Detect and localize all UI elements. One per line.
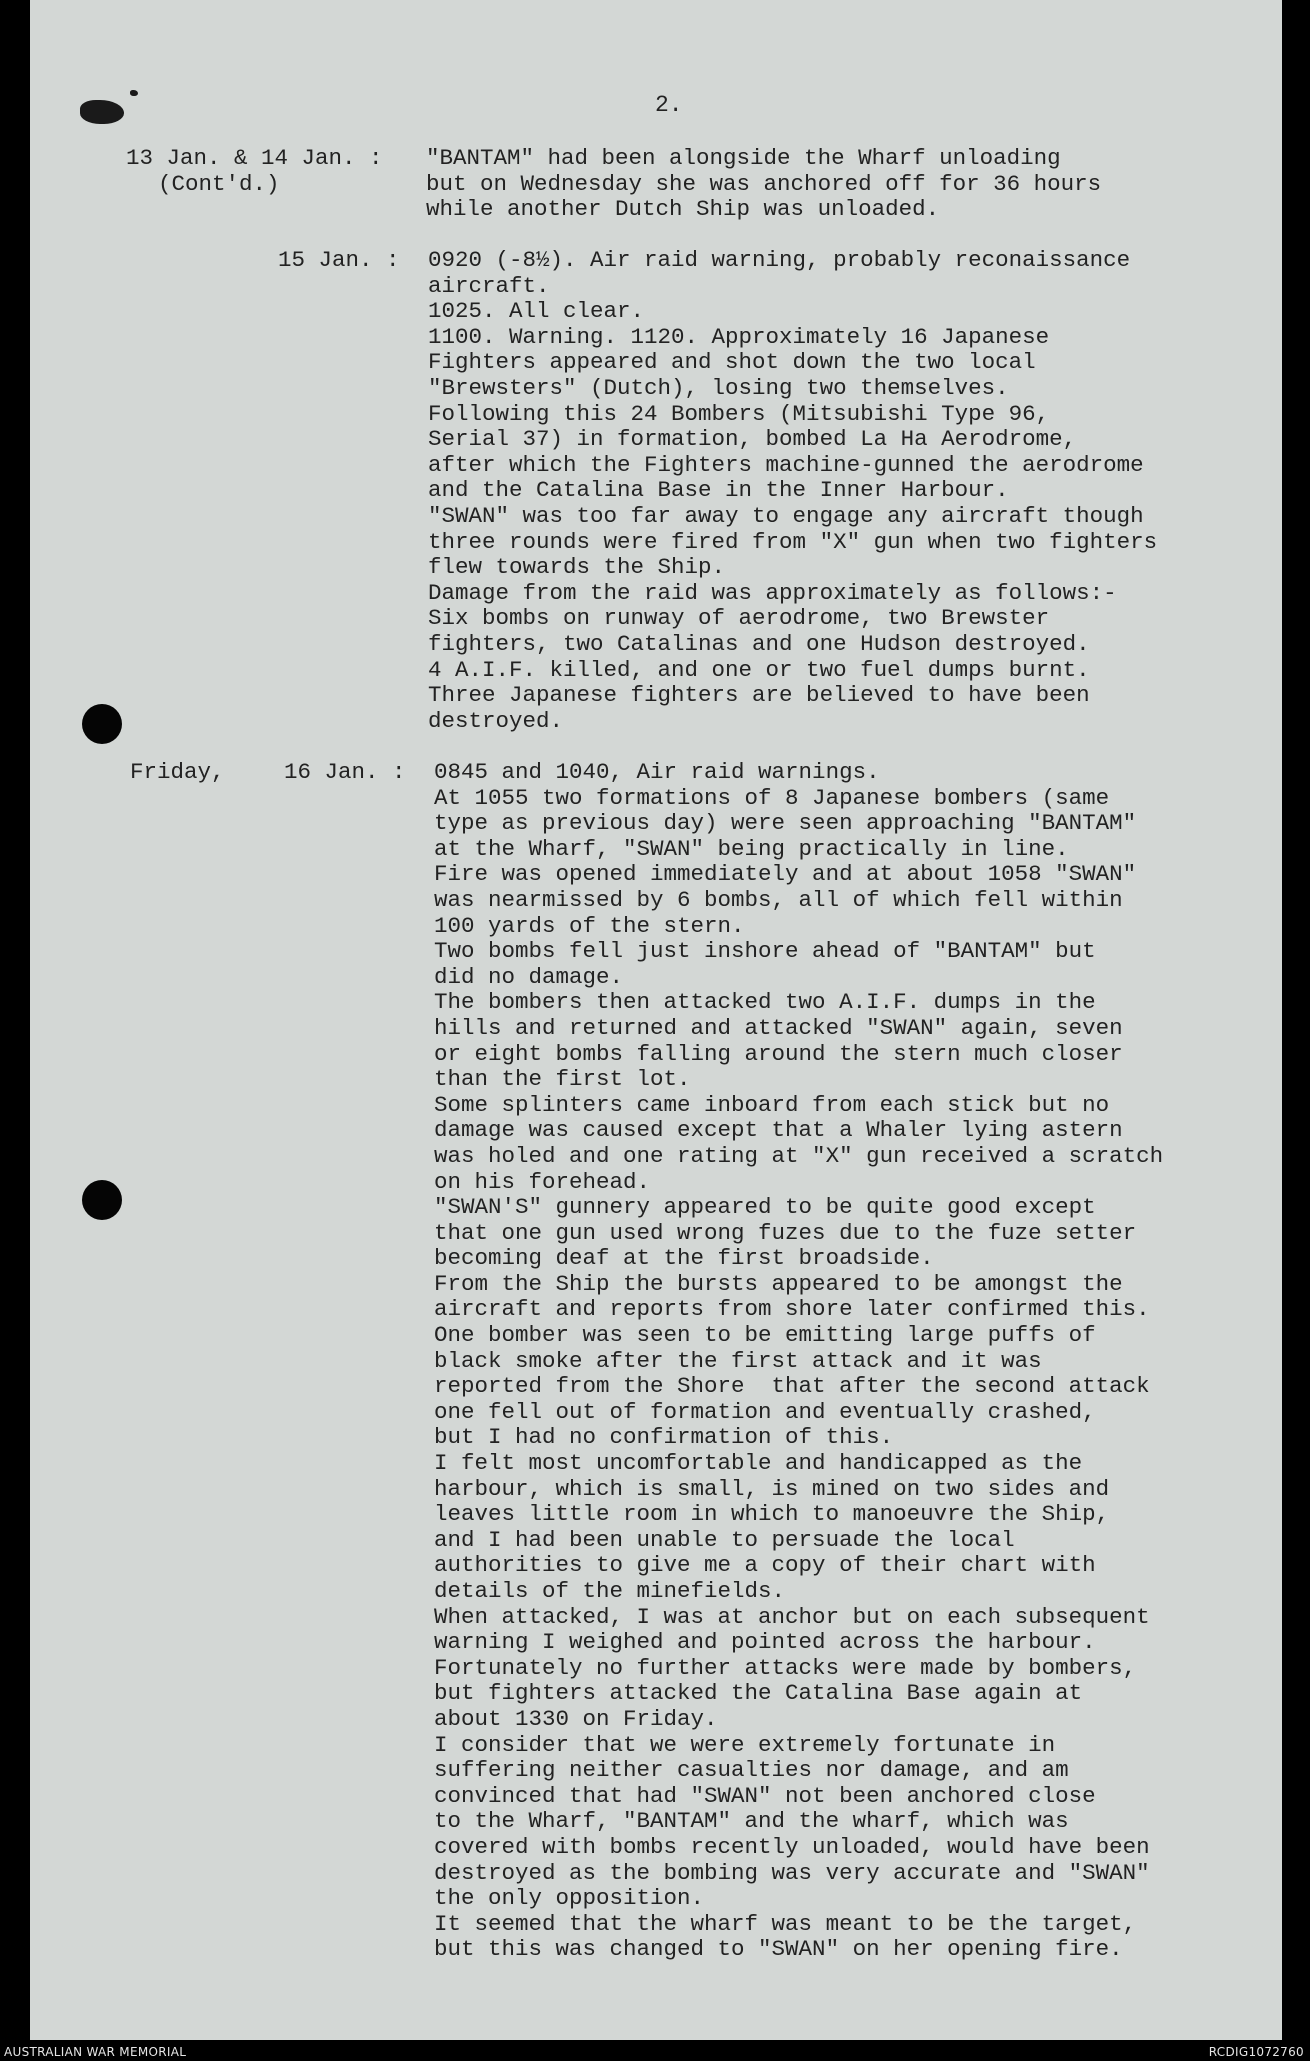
entry-line: Following this 24 Bombers (Mitsubishi Type 96, <box>428 400 1050 427</box>
entry-line: covered with bombs recently unloaded, would have been <box>434 1833 1150 1860</box>
footer-record-id: RCDIG1072760 <box>1208 2045 1304 2059</box>
entry-line: "SWAN" was too far away to engage any aircraft though <box>428 502 1144 529</box>
entry-line: at the Wharf, "SWAN" being practically in line. <box>434 835 1069 862</box>
entry-day: Friday, <box>130 759 225 785</box>
entry-line: and the Catalina Base in the Inner Harbour. <box>428 477 1009 504</box>
entry-line: 1025. All clear. <box>428 298 645 325</box>
entry-line: destroyed. <box>428 707 564 734</box>
entry-body <box>426 146 1101 223</box>
document-page <box>30 0 1282 2040</box>
entry-line: reported from the Shore that after the second attack <box>434 1373 1150 1400</box>
entry-line: one fell out of formation and eventually crashed, <box>434 1398 1096 1425</box>
entry-line: Three Japanese fighters are believed to have been <box>428 682 1090 709</box>
entry-line: Damage from the raid was approximately as follows:- <box>428 579 1117 606</box>
entry-line: "SWAN'S" gunnery appeared to be quite good except <box>434 1194 1096 1221</box>
entry-line: Six bombs on runway of aerodrome, two Brewster <box>428 605 1050 632</box>
entry-line: One bomber was seen to be emitting large puffs of <box>434 1322 1096 1349</box>
entry-line: Some splinters came inboard from each stick but no <box>434 1091 1110 1118</box>
entry-line: did no damage. <box>434 963 624 990</box>
entry-line: black smoke after the first attack and it was <box>434 1347 1042 1374</box>
entry-line: that one gun used wrong fuzes due to the fuze setter <box>434 1219 1137 1246</box>
entry-line: flew towards the Ship. <box>428 554 726 581</box>
punch-hole-top <box>82 704 122 744</box>
entry-line: hills and returned and attacked "SWAN" again, seven <box>434 1014 1123 1041</box>
entry-line: fighters, two Catalinas and one Hudson destroyed. <box>428 630 1090 657</box>
entry-line: The bombers then attacked two A.I.F. dumps in the <box>434 989 1096 1016</box>
entry-line: 0920 (-8½). Air raid warning, probably reconaissance <box>428 247 1131 273</box>
entry-line: but fighters attacked the Catalina Base again at <box>434 1680 1083 1707</box>
entry-body <box>428 248 1157 734</box>
ink-smudge <box>80 100 124 124</box>
entry-date: 13 Jan. & 14 Jan. : <box>126 145 383 171</box>
entry-line: Fortunately no further attacks were made by bombers, <box>434 1654 1137 1681</box>
entry-line: 0845 and 1040, Air raid warnings. <box>434 759 880 785</box>
entry-line: Two bombs fell just inshore ahead of "BANTAM" but <box>434 938 1096 965</box>
entry-line: Fighters appeared and shot down the two local <box>428 349 1036 376</box>
entry-date-cont: (Cont'd.) <box>158 171 280 197</box>
entry-line: about 1330 on Friday. <box>434 1705 718 1732</box>
entry-line: Fire was opened immediately and at about 1058 "SWAN" <box>434 861 1137 888</box>
entry-line: "Brewsters" (Dutch), losing two themselves. <box>428 374 1009 401</box>
entry-line: but I had no confirmation of this. <box>434 1424 894 1451</box>
entry-line: At 1055 two formations of 8 Japanese bombers (same <box>434 784 1110 811</box>
footer-institution: AUSTRALIAN WAR MEMORIAL <box>4 2045 187 2059</box>
entry-line: I felt most uncomfortable and handicapped as the <box>434 1450 1083 1477</box>
entry-line: aircraft and reports from shore later confirmed this. <box>434 1296 1150 1323</box>
entry-line: but on Wednesday she was anchored off for 36 hours <box>426 170 1102 197</box>
entry-line: becoming deaf at the first broadside. <box>434 1245 934 1272</box>
entry-line: authorities to give me a copy of their chart with <box>434 1552 1096 1579</box>
entry-line: but this was changed to "SWAN" on her opening fire. <box>434 1936 1123 1963</box>
entry-line: details of the minefields. <box>434 1578 786 1604</box>
entry-line: 4 A.I.F. killed, and one or two fuel dumps burnt. <box>428 656 1090 683</box>
entry-line: the only opposition. <box>434 1885 705 1912</box>
entry-line: harbour, which is small, is mined on two sides and <box>434 1475 1110 1502</box>
entry-line: suffering neither casualties nor damage, and am <box>434 1757 1069 1784</box>
entry-line: It seemed that the wharf was meant to be the target, <box>434 1910 1137 1937</box>
entry-line: while another Dutch Ship was unloaded. <box>426 196 940 223</box>
entry-line: convinced that had "SWAN" not been anchored close <box>434 1782 1096 1809</box>
entry-line: warning I weighed and pointed across the harbour. <box>434 1629 1096 1656</box>
entry-line: after which the Fighters machine-gunned the aerodrome <box>428 451 1144 478</box>
entry-line: damage was caused except that a Whaler lying astern <box>434 1117 1123 1144</box>
entry-line: to the Wharf, "BANTAM" and the wharf, which was <box>434 1808 1069 1835</box>
entry-line: was nearmissed by 6 bombs, all of which fell within <box>434 886 1123 913</box>
entry-line: or eight bombs falling around the stern much closer <box>434 1040 1123 1067</box>
entry-date: 16 Jan. : <box>284 759 406 785</box>
entry-line: When attacked, I was at anchor but on each subsequent <box>434 1603 1150 1630</box>
entry-line: 1100. Warning. 1120. Approximately 16 Japanese <box>428 323 1050 350</box>
entry-line: was holed and one rating at "X" gun received a scratch <box>434 1142 1164 1169</box>
entry-line: "BANTAM" had been alongside the Wharf unloading <box>426 145 1061 171</box>
entry-line: and I had been unable to persuade the local <box>434 1526 1015 1553</box>
entry-line: From the Ship the bursts appeared to be amongst the <box>434 1270 1123 1297</box>
ink-smudge <box>130 90 138 96</box>
entry-date: 15 Jan. : <box>278 247 400 273</box>
punch-hole-bottom <box>82 1180 122 1220</box>
entry-line: I consider that we were extremely fortunate in <box>434 1731 1056 1758</box>
page-number: 2. <box>655 92 683 118</box>
entry-body <box>434 760 1163 1963</box>
entry-line: type as previous day) were seen approaching "BANTAM" <box>434 810 1137 837</box>
entry-line: destroyed as the bombing was very accurate and "SWAN" <box>434 1859 1150 1886</box>
entry-line: Serial 37) in formation, bombed La Ha Aerodrome, <box>428 426 1077 453</box>
entry-line: aircraft. <box>428 272 550 299</box>
entry-line: than the first lot. <box>434 1066 691 1093</box>
entry-line: leaves little room in which to manoeuvre the Ship, <box>434 1501 1110 1528</box>
entry-line: 100 yards of the stern. <box>434 912 745 939</box>
entry-line: three rounds were fired from "X" gun when two fighters <box>428 528 1158 555</box>
entry-line: on his forehead. <box>434 1168 651 1195</box>
